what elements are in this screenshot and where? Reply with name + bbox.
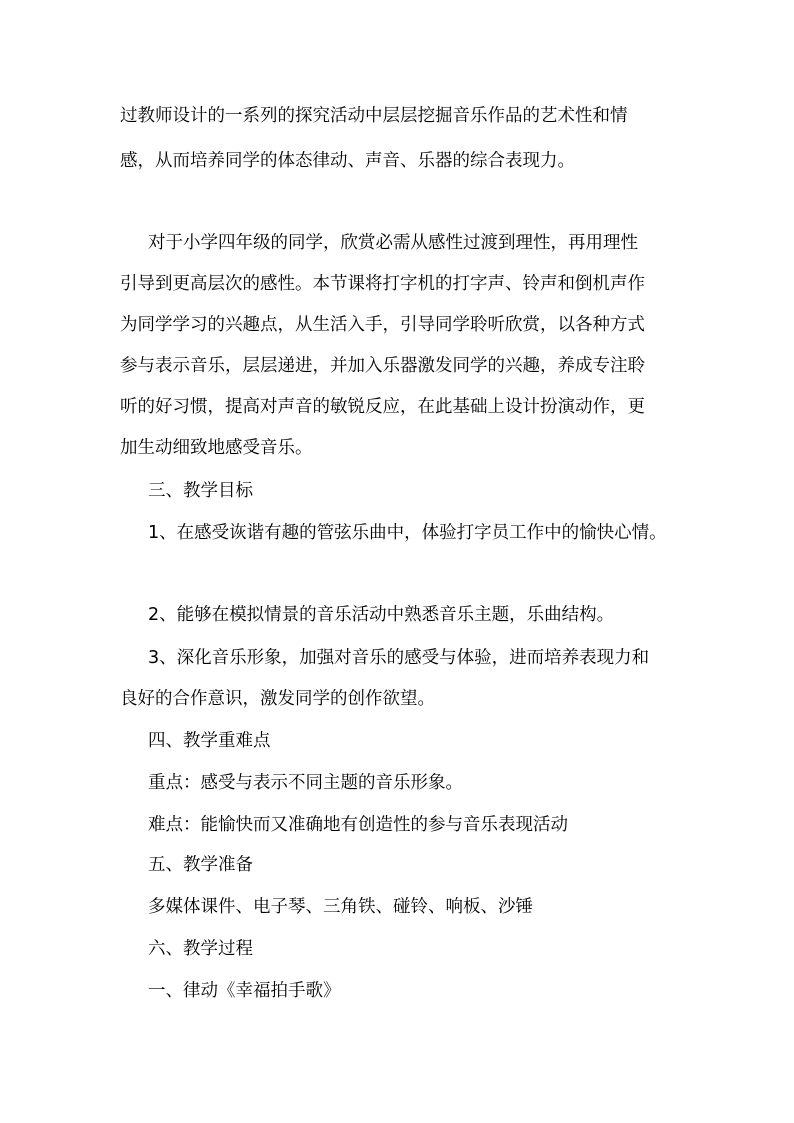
- body-text-line: 重点：感受与表示不同主题的音乐形象。: [148, 773, 463, 793]
- body-text-line: 良好的合作意识，激发同学的创作欲望。: [120, 689, 435, 709]
- body-text-line: 参与表示音乐，层层递进，并加入乐器激发同学的兴趣，养成专注聆: [120, 356, 645, 376]
- list-item: 2、能够在模拟情景的音乐活动中熟悉音乐主题，乐曲结构。: [148, 605, 615, 625]
- subsection-heading: 一、律动《幸福拍手歌》: [148, 981, 341, 1001]
- body-text-line: 听的好习惯，提高对声音的敏锐反应，在此基础上设计扮演动作，更: [120, 397, 645, 417]
- body-text-line: 加生动细致地感受音乐。: [120, 438, 313, 458]
- list-item: 3、深化音乐形象，加强对音乐的感受与体验，进而培养表现力和: [148, 648, 650, 668]
- section-heading: 六、教学过程: [148, 939, 253, 959]
- section-heading: 四、教学重难点: [148, 731, 271, 751]
- section-heading: 五、教学准备: [148, 855, 253, 875]
- list-item: 1、在感受诙谐有趣的管弦乐曲中，体验打字员工作中的愉快心情。: [148, 523, 667, 543]
- body-text-line: 难点：能愉快而又准确地有创造性的参与音乐表现活动: [148, 815, 568, 835]
- body-text-line: 过教师设计的一系列的探究活动中层层挖掘音乐作品的艺术性和情: [120, 106, 628, 126]
- body-text-line: 感，从而培养同学的体态律动、声音、乐器的综合表现力。: [120, 151, 575, 171]
- body-text-line: 为同学学习的兴趣点，从生活入手，引导同学聆听欣赏，以各种方式: [120, 315, 645, 335]
- body-text-line: 多媒体课件、电子琴、三角铁、碰铃、响板、沙锤: [148, 897, 533, 917]
- section-heading: 三、教学目标: [148, 481, 253, 501]
- body-text-line: 对于小学四年级的同学，欣赏必需从感性过渡到理性，再用理性: [148, 233, 638, 253]
- body-text-line: 引导到更高层次的感性。本节课将打字机的打字声、铃声和倒机声作: [120, 274, 645, 294]
